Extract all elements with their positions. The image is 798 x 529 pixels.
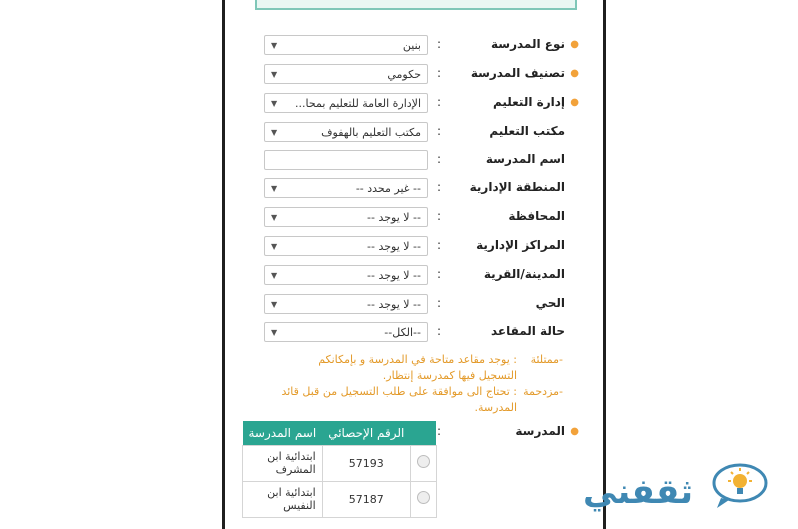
colon: : xyxy=(437,180,442,194)
field-label: تصنيف المدرسة xyxy=(470,66,565,80)
logo-text: ثقفني xyxy=(583,472,693,512)
page-border-right xyxy=(603,0,606,529)
field-label: المنطقة الإدارية xyxy=(469,180,565,194)
required-star: ● xyxy=(570,68,579,79)
stat-no-cell: 57193 xyxy=(322,445,410,481)
note-crowded-text-1: : تحتاج الى موافقة على طلب التسجيل من قبل قائد xyxy=(281,385,517,398)
colon: : xyxy=(437,37,442,51)
field-select[interactable] xyxy=(264,294,428,314)
colon: : xyxy=(437,324,442,338)
field-label: المدينة/القرية xyxy=(483,267,565,281)
select-value: -- لا يوجد -- xyxy=(367,240,421,253)
select-cell[interactable] xyxy=(410,445,436,481)
select-value: -- غير محدد -- xyxy=(355,182,421,195)
table-row[interactable] xyxy=(243,445,437,481)
select-header xyxy=(410,421,436,445)
field-label: نوع المدرسة xyxy=(491,37,565,51)
field-select[interactable] xyxy=(264,35,428,55)
header-stat-no: الرقم الإحصائي xyxy=(322,421,410,445)
select-value: حكومي xyxy=(387,68,421,81)
radio-button[interactable] xyxy=(417,455,430,468)
field-label: إدارة التعليم xyxy=(492,95,565,109)
left-background xyxy=(0,0,223,529)
colon: : xyxy=(437,209,442,223)
form-row xyxy=(225,63,603,87)
colon: : xyxy=(437,152,442,166)
chevron-down-icon: ▼ xyxy=(271,41,278,50)
field-label: اسم المدرسة xyxy=(485,152,565,166)
form-row xyxy=(225,121,603,145)
field-label: المراكز الإدارية xyxy=(476,238,565,252)
chevron-down-icon: ▼ xyxy=(271,128,278,137)
field-select[interactable] xyxy=(264,265,428,285)
lightbulb-icon xyxy=(711,462,769,510)
colon: : xyxy=(437,95,442,109)
form-row xyxy=(225,149,603,173)
chevron-down-icon: ▼ xyxy=(271,70,278,79)
chevron-down-icon: ▼ xyxy=(271,99,278,108)
field-select[interactable] xyxy=(264,64,428,84)
field-select[interactable] xyxy=(264,207,428,227)
form-row xyxy=(225,177,603,201)
school-name-cell xyxy=(243,445,323,481)
note-crowded-text-2: المدرسة. xyxy=(474,401,517,414)
colon: : xyxy=(437,124,442,138)
colon: : xyxy=(437,238,442,252)
school-name-cell xyxy=(243,481,323,517)
colon: : xyxy=(437,296,442,310)
select-value: -- لا يوجد -- xyxy=(367,298,421,311)
table-row[interactable] xyxy=(243,481,437,517)
select-value: --الكل-- xyxy=(384,326,421,339)
field-label: المحافظة xyxy=(508,209,565,223)
required-star: ● xyxy=(570,39,579,50)
form-row xyxy=(225,34,603,58)
stat-no-cell: 57187 xyxy=(322,481,410,517)
school-label: المدرسة xyxy=(515,424,565,438)
school-name-line1: ابتدائية ابن xyxy=(267,450,316,463)
school-name-line2: النفيس xyxy=(283,499,316,512)
note-full-text-1: : يوجد مقاعد متاحة في المدرسة و بإمكانكم xyxy=(318,353,517,366)
form-row xyxy=(225,206,603,230)
colon: : xyxy=(437,424,442,438)
note-crowded-label: -مزدحمة xyxy=(523,385,563,398)
select-value: بنين xyxy=(402,39,421,52)
school-name-line1: ابتدائية ابن xyxy=(267,486,316,499)
chevron-down-icon: ▼ xyxy=(271,271,278,280)
table-header-row xyxy=(243,421,437,445)
chevron-down-icon: ▼ xyxy=(271,328,278,337)
select-value: -- لا يوجد -- xyxy=(367,211,421,224)
field-label: الحي xyxy=(535,296,565,310)
form-row xyxy=(225,264,603,288)
chevron-down-icon: ▼ xyxy=(271,300,278,309)
school-search-form xyxy=(225,0,603,529)
required-star: ● xyxy=(570,97,579,108)
note-full-label: -ممتلئة xyxy=(530,353,563,366)
field-select[interactable] xyxy=(264,322,428,342)
field-select[interactable] xyxy=(264,236,428,256)
form-row xyxy=(225,92,603,116)
form-row xyxy=(225,293,603,317)
top-panel xyxy=(255,0,577,10)
field-label: حالة المقاعد xyxy=(490,324,565,338)
note-full-text-2: التسجيل فيها كمدرسة إنتظار. xyxy=(382,369,517,382)
select-value: الإدارة العامة للتعليم بمحا... xyxy=(295,97,421,110)
school-name-line2: المشرف xyxy=(275,463,316,476)
select-value: مكتب التعليم بالهفوف xyxy=(321,126,421,139)
radio-button[interactable] xyxy=(417,491,430,504)
chevron-down-icon: ▼ xyxy=(271,184,278,193)
form-row xyxy=(225,235,603,259)
schools-table xyxy=(242,421,437,518)
field-select[interactable] xyxy=(264,93,428,113)
chevron-down-icon: ▼ xyxy=(271,242,278,251)
colon: : xyxy=(437,66,442,80)
school-name-input[interactable] xyxy=(264,150,428,170)
form-row xyxy=(225,321,603,345)
required-star: ● xyxy=(570,426,579,437)
colon: : xyxy=(437,267,442,281)
field-label: مكتب التعليم xyxy=(489,124,565,138)
field-select[interactable] xyxy=(264,178,428,198)
header-school-name: اسم المدرسة xyxy=(243,421,323,445)
site-logo xyxy=(583,458,798,529)
field-select[interactable] xyxy=(264,122,428,142)
select-cell[interactable] xyxy=(410,481,436,517)
select-value: -- لا يوجد -- xyxy=(367,269,421,282)
chevron-down-icon: ▼ xyxy=(271,213,278,222)
